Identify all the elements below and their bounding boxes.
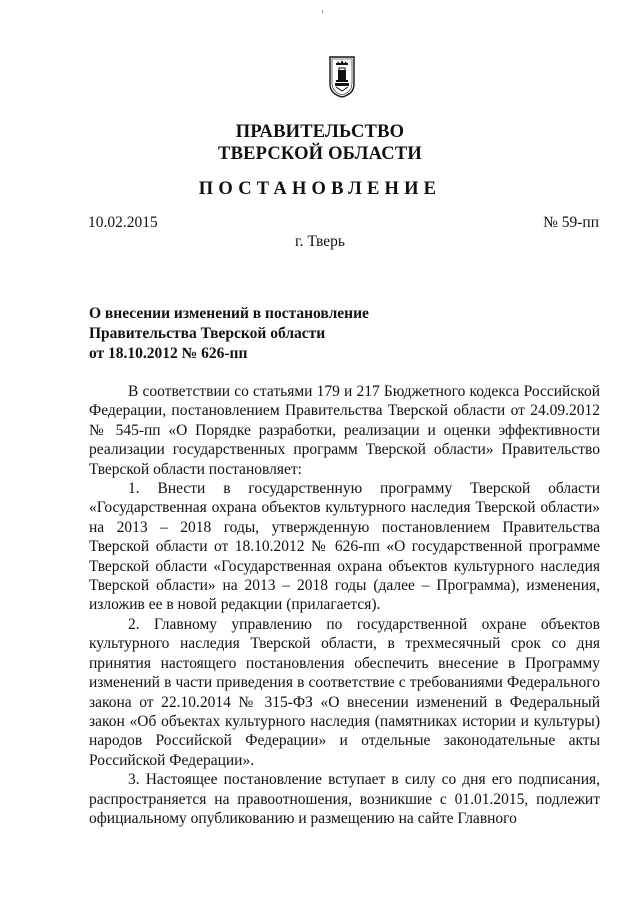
- government-title: [0, 121, 640, 165]
- subject-line3: от 18.10.2012 № 626-пп: [89, 345, 248, 362]
- subject-line1: О внесении изменений в постановление: [89, 305, 369, 322]
- body-item-3: 3. Настоящее постановление вступает в силу со дня его подписания, распространяется на правоотношения, возникшие с 01.01.2015, подлежит официальному опубликованию и размещению на сайте Главного: [89, 771, 600, 827]
- body-item-2: 2. Главному управлению по государственной охране объектов культурного наследия Тверской области, в трехмесячный срок со дня принятия настоящего постановления обеспечить внесение в Программу изменений в части приведения в соответствие с требованиями Федерального закона от 22.10.2014 № 315-ФЗ «О внесении изменений в Федеральный закон «Об объектах культурного наследия (памятниках истории и культуры) народов Российской Федерации» и отдельные законодательные акты Российской Федерации».: [89, 615, 600, 769]
- subject-line2: Правительства Тверской области: [89, 325, 326, 342]
- decree-subject: [89, 304, 369, 364]
- government-title-line1: ПРАВИТЕЛЬСТВО: [235, 122, 405, 142]
- coat-of-arms-icon: [329, 56, 355, 98]
- body-intro-paragraph: В соответствии со статьями 179 и 217 Бюджетного кодекса Российской Федерации, постановлением Правительства Тверской области от 24.09.2012 № 545-пп «О Порядке разработки, реализации и оценки эффективности реализации государственных программ Тверской области» Правительство Тверской области постановляет:: [89, 383, 600, 478]
- scan-mark: [322, 10, 323, 13]
- decree-date: 10.02.2015: [88, 214, 158, 231]
- government-title-line2: ТВЕРСКОЙ ОБЛАСТИ: [218, 144, 422, 164]
- decree-title: ПОСТАНОВЛЕНИЕ: [198, 179, 442, 199]
- decree-city: г. Тверь: [295, 233, 345, 250]
- decree-body: [89, 382, 600, 828]
- decree-number: № 59-пп: [543, 214, 599, 231]
- body-item-1: 1. Внести в государственную программу Тверской области «Государственная охрана объектов культурного наследия Тверской области» на 2013 – 2018 годы, утвержденную постановлением Правительства Тверской области от 18.10.2012 № 626-пп «О государственной программе Тверской области «Государственная охрана объектов культурного наследия Тверской области» на 2013 – 2018 годы (далее – Программа), изменения, изложив ее в новой редакции (прилагается).: [89, 480, 600, 614]
